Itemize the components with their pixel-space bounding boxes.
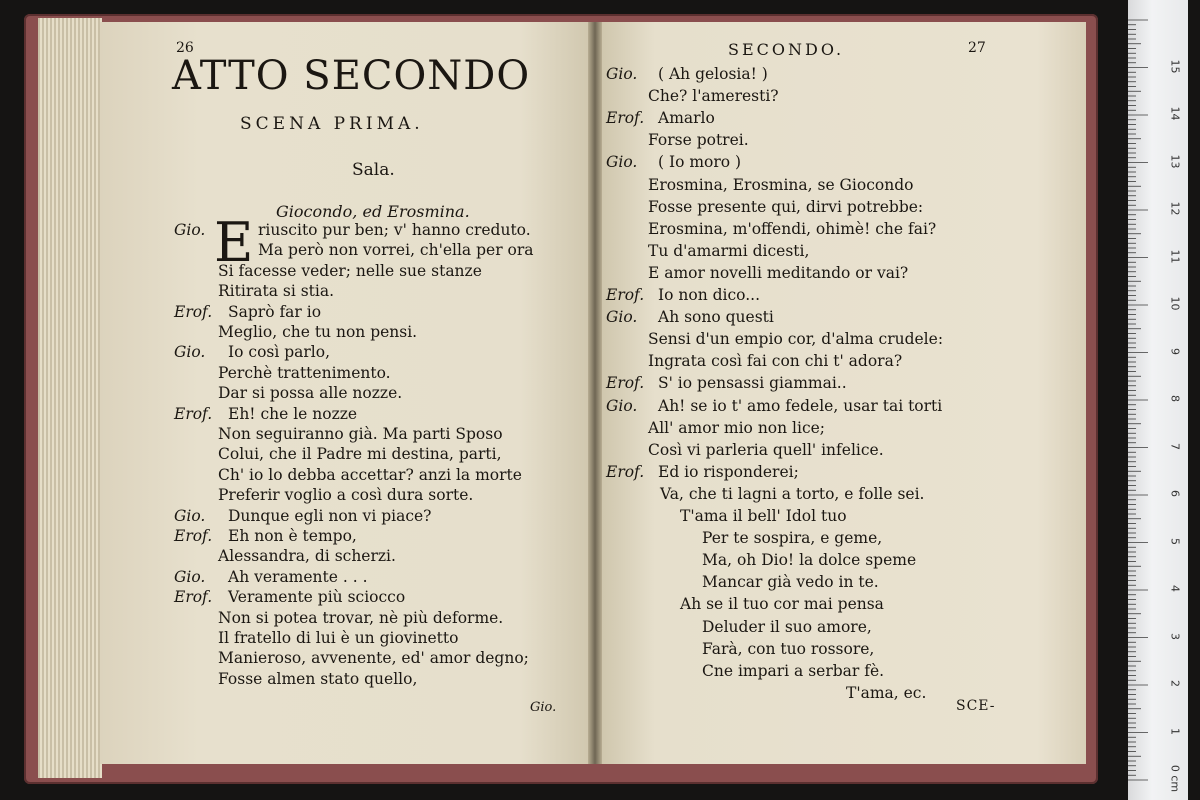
speaker-label: Gio. [174,343,206,362]
ruler-label: 4 [1168,585,1182,592]
speaker-label: Gio. [606,65,638,83]
ruler-label: 15 [1168,59,1182,73]
verse-line: Sensi d'un empio cor, d'alma crudele: [648,330,944,349]
running-header: SECONDO. [728,40,845,59]
ruler-label: 10 [1168,296,1182,311]
verse-line: riuscito pur ben; v' hanno creduto. [258,221,531,239]
verse-line: Erosmina, m'offendi, ohimè! che fai? [648,219,937,238]
verse-line: Io così parlo, [228,343,331,362]
speaker-label: Erof. [606,286,645,304]
speaker-label: Gio. [174,221,206,239]
verse-line: Erosmina, Erosmina, se Giocondo [648,175,914,194]
act-title: ATTO SECONDO [172,53,531,99]
speaker-label: Erof. [174,302,213,321]
ruler-label: 1 [1168,727,1182,735]
verse-line: All' amor mio non lice; [648,418,826,437]
ruler-label: 6 [1168,490,1182,497]
dropcap: E [214,211,254,274]
verse-line: Ah sono questi [658,308,774,327]
verse-line: Ch' io lo debba accettar? anzi la morte [218,465,522,484]
verse-line: Ah! se io t' amo fedele, usar tai torti [658,396,943,415]
verse-line: Dunque egli non vi piace? [228,506,432,525]
verse-line: Meglio, che tu non pensi. [218,323,418,341]
verse-line: Preferir voglio a così dura sorte. [218,486,474,505]
left-catchword: Gio. [530,700,557,715]
speaker-label: Erof. [174,527,213,545]
speaker-label: Erof. [174,404,213,423]
verse-line: Colui, che il Padre mi destina, parti, [218,445,502,464]
verse-line: Io non dico... [658,286,761,304]
scene-heading: SCENA PRIMA. [240,114,424,134]
verse-line: Il fratello di lui è un giovinetto [218,629,459,647]
verse-line: Si facesse veder; nelle sue stanze [218,261,482,280]
ruler-label: 14 [1168,106,1182,121]
verse-line: Cne impari a serbar fè. [702,661,885,680]
verse-line: Veramente più sciocco [228,588,406,607]
verse-line: Farà, con tuo rossore, [702,639,875,658]
verse-line: Forse potrei. [648,131,749,150]
characters-line: Giocondo, ed Erosmina. [276,202,470,221]
verse-line: S' io pensassi giammai.. [658,374,847,393]
verse-line: Fosse almen stato quello, [218,669,418,688]
verse-line: Ritirata si stia. [218,282,335,301]
speaker-label: Gio. [174,506,206,525]
verse-line: Eh non è tempo, [228,527,357,545]
speaker-label: Gio. [174,567,206,586]
speaker-label: Gio. [606,153,638,172]
ruler-label: 8 [1168,395,1182,402]
verse-line: ( Io moro ) [658,153,742,172]
speaker-label: Erof. [606,462,645,481]
verse-line: T'ama, ec. [846,683,927,702]
verse-line: Ingrata così fai con chi t' adora? [648,352,903,371]
ruler-label: 9 [1168,347,1182,355]
book-gutter [588,22,602,764]
verse-line: T'ama il bell' Idol tuo [680,507,847,525]
verse-line: Alessandra, di scherzi. [218,547,396,566]
ruler-label: 0 cm [1168,764,1182,793]
page-edges [38,18,102,778]
verse-line: Saprò far io [228,302,322,321]
ruler-label: 5 [1168,537,1182,545]
verse-line: Manieroso, avvenente, ed' amor degno; [218,649,529,668]
verse-line: Che? l'ameresti? [648,87,779,106]
location-heading: Sala. [352,160,395,180]
verse-line: Deluder il suo amore, [702,617,872,636]
speaker-label: Erof. [606,109,645,128]
ruler-label: 13 [1168,154,1182,168]
right-page-number: 27 [968,40,986,56]
verse-line: Ah se il tuo cor mai pensa [680,595,884,614]
verse-line: Ah veramente . . . [228,567,368,586]
verse-line: ( Ah gelosia! ) [658,65,768,83]
ruler-label: 2 [1168,680,1182,687]
verse-line: E amor novelli meditando or vai? [648,263,909,282]
ruler-label: 11 [1168,249,1182,263]
verse-line: Perchè trattenimento. [218,363,391,382]
verse-line: Così vi parleria quell' infelice. [648,440,884,459]
verse-line: Ma, oh Dio! la dolce speme [702,551,917,570]
verse-line: Per te sospira, e geme, [702,529,883,548]
verse-line: Ed io risponderei; [658,462,799,481]
verse-line: Non si potea trovar, nè più deforme. [218,608,504,627]
ruler-label: 12 [1168,201,1182,216]
speaker-label: Erof. [174,588,213,607]
verse-line: Va, che ti lagni a torto, e folle sei. [660,484,925,503]
ruler-label: 7 [1168,442,1182,450]
verse-line: Amarlo [658,109,715,128]
speaker-label: Gio. [606,308,638,327]
verse-line: Mancar già vedo in te. [702,573,879,592]
verse-line: Dar si possa alle nozze. [218,384,403,403]
speaker-label: Gio. [606,396,638,415]
verse-line: Ma però non vorrei, ch'ella per ora [258,241,534,260]
ruler-label: 3 [1168,632,1182,640]
left-page-number: 26 [176,40,194,56]
verse-line: Eh! che le nozze [228,404,358,423]
verse-line: Fosse presente qui, dirvi potrebbe: [648,197,924,216]
speaker-label: Erof. [606,374,645,393]
right-catchword: SCE- [956,698,996,714]
verse-line: Non seguiranno già. Ma parti Sposo [218,425,503,443]
verse-line: Tu d'amarmi dicesti, [648,241,810,260]
